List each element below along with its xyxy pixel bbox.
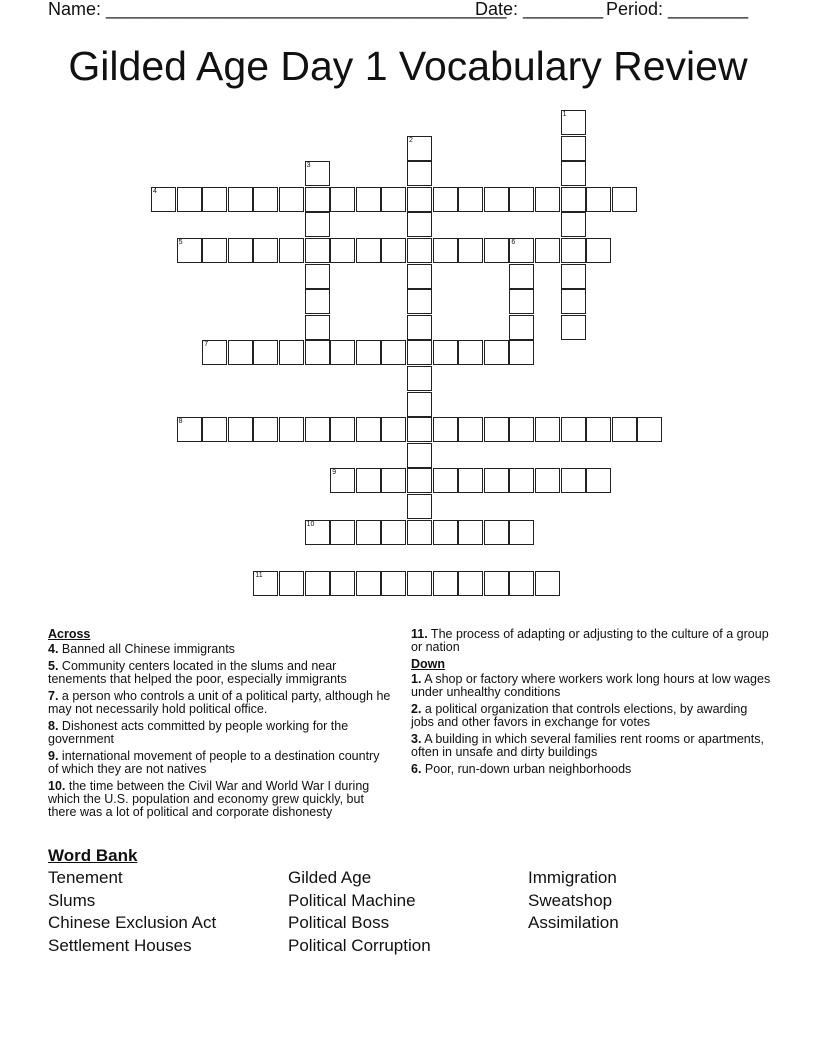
crossword-cell[interactable]: [177, 187, 202, 212]
clue-number-label: 8.: [48, 719, 59, 733]
crossword-cell[interactable]: [202, 238, 227, 263]
clues-left-column: [48, 628, 393, 823]
name-field-label: Name: ________________________________________: [48, 0, 507, 19]
crossword-cell[interactable]: [253, 340, 278, 365]
crossword-cell[interactable]: [509, 264, 534, 289]
crossword-cell[interactable]: [381, 187, 406, 212]
crossword-cell[interactable]: [356, 417, 381, 442]
clue-text: The process of adapting or adjusting to the culture of a group or nation: [411, 627, 769, 654]
clue-number: 10: [306, 520, 315, 528]
crossword-cell[interactable]: [407, 392, 432, 417]
crossword-cell[interactable]: [561, 187, 586, 212]
crossword-cell[interactable]: [407, 161, 432, 186]
crossword-cell[interactable]: [407, 468, 432, 493]
across-clue: [411, 628, 771, 654]
crossword-cell[interactable]: [407, 264, 432, 289]
crossword-cell[interactable]: [535, 238, 560, 263]
crossword-cell[interactable]: [509, 340, 534, 365]
word-bank-item: Political Corruption: [288, 936, 431, 956]
clue-text: A building in which several families rent rooms or apartments, often in unsafe and dirty buildings: [411, 732, 764, 759]
clue-number: 1: [562, 111, 567, 118]
period-field-label: Period: ________: [606, 0, 749, 19]
crossword-cell[interactable]: [458, 340, 483, 365]
across-heading: Across: [48, 627, 91, 641]
crossword-cell[interactable]: [407, 340, 432, 365]
crossword-cell[interactable]: [407, 443, 432, 468]
clue-text: Poor, run-down urban neighborhoods: [421, 762, 632, 776]
crossword-cell[interactable]: [535, 187, 560, 212]
across-clue-list-continued: [411, 628, 771, 654]
clue-number-label: 3.: [411, 732, 422, 746]
crossword-cell[interactable]: [407, 366, 432, 391]
crossword-cell[interactable]: [228, 238, 253, 263]
crossword-cell[interactable]: [407, 212, 432, 237]
crossword-cell[interactable]: [305, 315, 330, 340]
crossword-cell[interactable]: [458, 417, 483, 442]
crossword-cell[interactable]: [612, 417, 637, 442]
clue-number-label: 10.: [48, 779, 66, 793]
crossword-cell[interactable]: [407, 520, 432, 545]
crossword-cell[interactable]: [407, 187, 432, 212]
date-field-label: Date: ________: [475, 0, 604, 19]
crossword-cell[interactable]: [356, 468, 381, 493]
crossword-cell[interactable]: [433, 340, 458, 365]
word-bank-item: Political Machine: [288, 890, 416, 910]
crossword-cell[interactable]: [381, 571, 406, 596]
crossword-cell[interactable]: [561, 212, 586, 237]
down-clue: [411, 763, 771, 776]
crossword-cell[interactable]: [305, 187, 330, 212]
crossword-cell[interactable]: [509, 238, 534, 263]
crossword-cell[interactable]: [305, 340, 330, 365]
clue-number: 7: [204, 341, 209, 349]
crossword-cell[interactable]: [305, 289, 330, 314]
crossword-cell[interactable]: [561, 289, 586, 314]
crossword-cell[interactable]: [381, 340, 406, 365]
crossword-cell[interactable]: [407, 417, 432, 442]
crossword-cell[interactable]: [612, 187, 637, 212]
word-bank-item: Immigration: [528, 868, 617, 887]
clue-text: the time between the Civil War and World War I during which the U.S. population and economy grew quickly, but there was a lot of political and corporate dishonesty: [48, 779, 370, 819]
crossword-cell[interactable]: [305, 417, 330, 442]
crossword-cell[interactable]: [561, 468, 586, 493]
crossword-cell[interactable]: [535, 417, 560, 442]
crossword-cell[interactable]: [381, 520, 406, 545]
clue-number-label: 5.: [48, 659, 59, 673]
across-clue: [48, 780, 393, 819]
crossword-cell[interactable]: [381, 238, 406, 263]
crossword-cell[interactable]: [177, 417, 202, 442]
crossword-cell[interactable]: [509, 571, 534, 596]
crossword-cell[interactable]: [407, 315, 432, 340]
crossword-cell[interactable]: [586, 468, 611, 493]
crossword-cell[interactable]: [381, 468, 406, 493]
crossword-cell[interactable]: [407, 571, 432, 596]
across-clue: [48, 750, 393, 776]
crossword-cell[interactable]: [586, 417, 611, 442]
crossword-cell[interactable]: [484, 571, 509, 596]
clue-text: a person who controls a unit of a political party, although he may not necessarily hold political office.: [48, 689, 391, 716]
crossword-cell[interactable]: [509, 187, 534, 212]
clue-number-label: 9.: [48, 749, 59, 763]
clue-text: Dishonest acts committed by people working for the government: [48, 719, 349, 746]
across-clue: [48, 720, 393, 746]
word-bank-item: Chinese Exclusion Act: [48, 913, 217, 933]
crossword-cell[interactable]: [202, 340, 227, 365]
down-clue-list: [411, 673, 771, 776]
crossword-cell[interactable]: [279, 340, 304, 365]
word-bank-title: Word Bank: [48, 846, 138, 865]
crossword-cell[interactable]: [484, 468, 509, 493]
crossword-cell[interactable]: [407, 136, 432, 161]
crossword-cell[interactable]: [305, 212, 330, 237]
down-clue: [411, 673, 771, 699]
crossword-cell[interactable]: [433, 417, 458, 442]
clue-text: A shop or factory where workers work long hours at low wages under unhealthy conditions: [411, 672, 771, 699]
crossword-cell[interactable]: [330, 520, 355, 545]
word-bank-item: Gilded Age: [288, 868, 372, 887]
down-clue: [411, 733, 771, 759]
clue-number-label: 6.: [411, 762, 422, 776]
crossword-cell[interactable]: [228, 187, 253, 212]
word-bank-item: Political Boss: [288, 913, 390, 933]
crossword-cell[interactable]: [305, 264, 330, 289]
across-clue: [48, 643, 393, 656]
crossword-cell[interactable]: [253, 571, 278, 596]
clue-number: 4: [153, 187, 157, 195]
clue-number-label: 4.: [48, 642, 59, 656]
crossword-cell[interactable]: [586, 187, 611, 212]
crossword-cell[interactable]: [356, 340, 381, 365]
crossword-cell[interactable]: [509, 468, 534, 493]
crossword-cell[interactable]: [330, 340, 355, 365]
across-clue-list: [48, 643, 393, 819]
crossword-cell[interactable]: [279, 571, 304, 596]
crossword-cell[interactable]: [228, 417, 253, 442]
clue-number: 8: [178, 418, 183, 426]
crossword-cell[interactable]: [433, 238, 458, 263]
crossword-cell[interactable]: [535, 571, 560, 596]
crossword-cell[interactable]: [484, 187, 509, 212]
crossword-cell[interactable]: [356, 238, 381, 263]
crossword-cell[interactable]: [433, 187, 458, 212]
crossword-cell[interactable]: [407, 494, 432, 519]
crossword-cell[interactable]: [484, 238, 509, 263]
crossword-cell[interactable]: [561, 110, 586, 135]
crossword-cell[interactable]: [484, 520, 509, 545]
clue-number-label: 1.: [411, 672, 422, 686]
crossword-cell[interactable]: [253, 187, 278, 212]
crossword-cell[interactable]: [509, 417, 534, 442]
crossword-cell[interactable]: [305, 571, 330, 596]
clue-number: 2: [409, 136, 413, 144]
crossword-cell[interactable]: [458, 468, 483, 493]
crossword-cell[interactable]: [433, 520, 458, 545]
crossword-cell[interactable]: [561, 136, 586, 161]
clue-number-label: 11.: [411, 627, 428, 641]
word-bank-item: Assimilation: [528, 913, 619, 933]
crossword-cell[interactable]: [458, 520, 483, 545]
crossword-cell[interactable]: [305, 238, 330, 263]
crossword-cell[interactable]: [279, 187, 304, 212]
clue-text: international movement of people to a destination country of which they are not natives: [48, 749, 380, 776]
crossword-cell[interactable]: [228, 340, 253, 365]
crossword-cell[interactable]: [305, 520, 330, 545]
word-bank-item: Slums: [48, 890, 96, 910]
crossword-cell[interactable]: [330, 417, 355, 442]
crossword-cell[interactable]: [586, 238, 611, 263]
crossword-cell[interactable]: [637, 417, 662, 442]
crossword-cell[interactable]: [151, 187, 176, 212]
crossword-cell[interactable]: [509, 315, 534, 340]
crossword-cell[interactable]: [509, 520, 534, 545]
clue-number-label: 2.: [411, 702, 422, 716]
crossword-cell[interactable]: [458, 571, 483, 596]
clue-number: 11: [255, 571, 263, 579]
word-bank-item: Tenement: [48, 868, 123, 887]
crossword-cell[interactable]: [561, 161, 586, 186]
clue-number: 6: [511, 239, 516, 246]
page-title: Gilded Age Day 1 Vocabulary Review: [68, 43, 748, 89]
across-clue: [48, 690, 393, 716]
crossword-cell[interactable]: [561, 238, 586, 263]
clue-text: Banned all Chinese immigrants: [58, 642, 235, 656]
down-heading: Down: [411, 657, 446, 671]
crossword-cell[interactable]: [202, 187, 227, 212]
crossword-cell[interactable]: [330, 187, 355, 212]
crossword-cell[interactable]: [433, 571, 458, 596]
clue-number: 5: [178, 239, 183, 246]
crossword-cell[interactable]: [484, 417, 509, 442]
crossword-cell[interactable]: [202, 417, 227, 442]
crossword-cell[interactable]: [330, 571, 355, 596]
crossword-cell[interactable]: [356, 187, 381, 212]
clue-number: 9: [332, 469, 337, 477]
crossword-cell[interactable]: [433, 468, 458, 493]
crossword-cell[interactable]: [561, 315, 586, 340]
crossword-cell[interactable]: [561, 417, 586, 442]
crossword-cell[interactable]: [561, 264, 586, 289]
crossword-cell[interactable]: [509, 289, 534, 314]
crossword-cell[interactable]: [356, 571, 381, 596]
word-bank-item: Sweatshop: [528, 890, 613, 910]
clue-text: Community centers located in the slums and near tenements that helped the poor, especially immigrants: [48, 659, 347, 686]
across-clue: [48, 660, 393, 686]
crossword-cell[interactable]: [356, 520, 381, 545]
crossword-cell[interactable]: [253, 238, 278, 263]
crossword-cell[interactable]: [253, 417, 278, 442]
crossword-cell[interactable]: [484, 340, 509, 365]
crossword-cell[interactable]: [279, 417, 304, 442]
crossword-cell[interactable]: [305, 161, 330, 186]
crossword-cell[interactable]: [458, 187, 483, 212]
clues-right-column: [411, 628, 771, 780]
clue-number-label: 7.: [48, 689, 59, 703]
crossword-cell[interactable]: [330, 468, 355, 493]
crossword-cell[interactable]: [407, 289, 432, 314]
clue-text: a political organization that controls elections, by awarding jobs and other favors in exchange for votes: [411, 702, 748, 729]
crossword-cell[interactable]: [177, 238, 202, 263]
down-clue: [411, 703, 771, 729]
crossword-cell[interactable]: [407, 238, 432, 263]
crossword-cell[interactable]: [330, 238, 355, 263]
clue-number: 3: [306, 162, 311, 170]
word-bank-item: Settlement Houses: [48, 936, 192, 956]
crossword-cell[interactable]: [458, 238, 483, 263]
crossword-cell[interactable]: [535, 468, 560, 493]
crossword-cell[interactable]: [279, 238, 304, 263]
crossword-cell[interactable]: [381, 417, 406, 442]
